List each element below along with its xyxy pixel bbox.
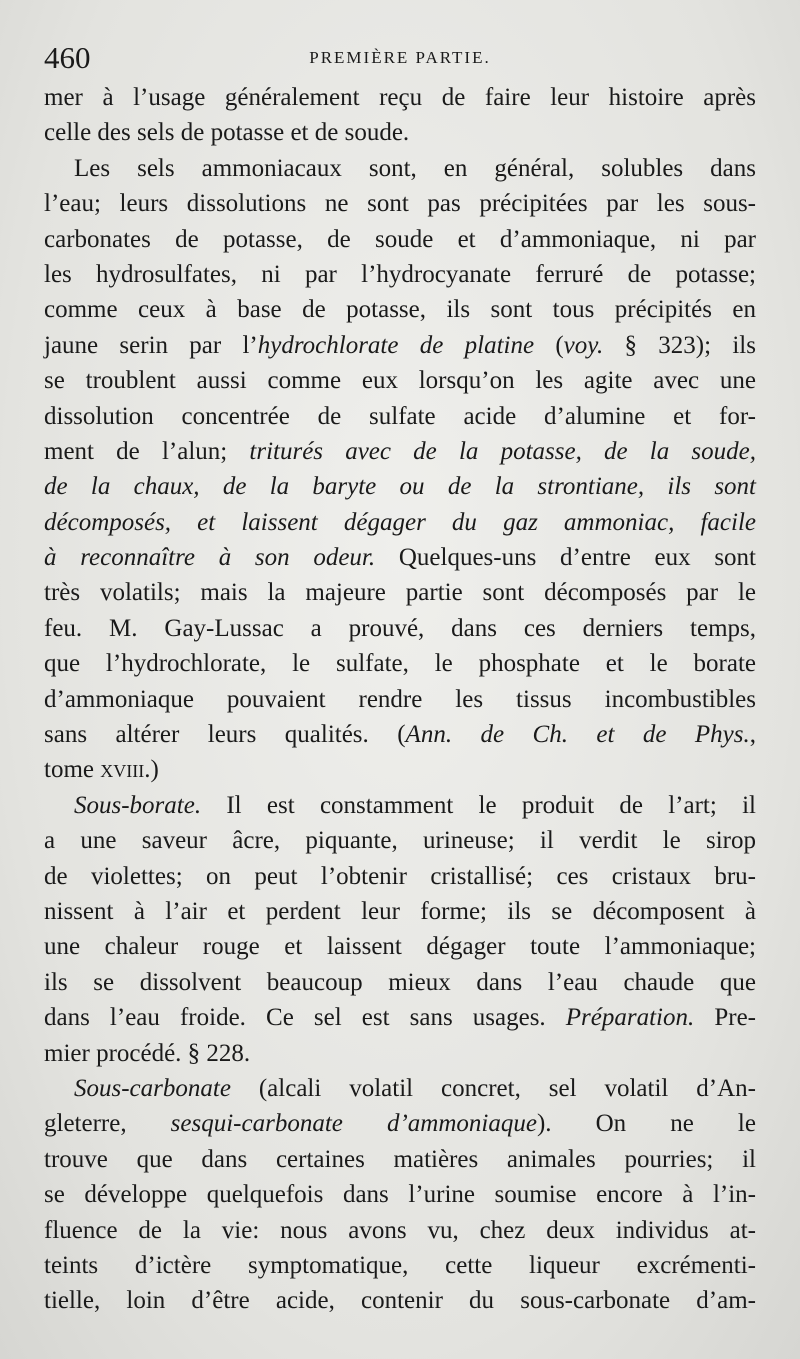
text-line [44,1000,756,1035]
text-line [44,859,756,894]
body-text [44,80,756,1319]
text-line [44,1142,756,1177]
page-header [44,38,756,78]
text-line [44,80,756,115]
text-line [44,682,756,717]
text-run: ment de l’alun; [44,437,250,465]
text-line [44,575,756,610]
text-run: mier procédé. § 228. [44,1039,251,1067]
text-run: nissent à l’air et perdent leur forme; ils se décomposent à [44,897,756,925]
text-line [44,611,756,646]
text-run: Les sels ammoniacaux sont, en général, solubles dans [74,154,756,182]
text-line [44,717,756,752]
italic-text: Préparation. [565,1004,695,1032]
text-line [44,257,756,292]
text-run: feu. M. Gay-Lussac a prouvé, dans ces derniers temps, [44,614,756,642]
text-run: une chaleur rouge et laissent dégager toute l’ammoniaque; [44,933,756,961]
text-line [44,1283,756,1318]
text-run: a une saveur âcre, piquante, urineuse; il verdit le sirop [44,827,756,855]
text-run: Pre- [694,1004,756,1032]
text-line [44,469,756,504]
text-run: , [749,721,756,749]
text-run: ( [534,331,564,359]
text-line [44,929,756,964]
italic-text: Sous-borate. [74,791,202,819]
text-line [44,399,756,434]
text-line [44,1177,756,1212]
text-run: (alcali volatil concret, sel volatil d’An- [230,1074,756,1102]
text-run: mer à l’usage généralement reçu de faire leur histoire après [44,84,756,111]
text-line [44,292,756,327]
text-run: tielle, loin d’être acide, contenir du sous-carbonate d’am- [44,1287,756,1315]
text-run: les hydrosulfates, ni par l’hydrocyanate ferruré de potasse; [44,260,756,288]
text-run: très volatils; mais la majeure partie sont décomposés par le [44,579,756,607]
text-line [44,505,756,540]
italic-text: de la chaux, de la baryte ou de la strontiane, ils sont [44,473,756,501]
text-line [44,1213,756,1248]
text-run: se troublent aussi comme eux lorsqu’on les agite avec une [44,367,756,395]
text-line [44,752,756,787]
text-run: ). On ne le [536,1110,756,1138]
text-run: ils se dissolvent beaucoup mieux dans l’eau chaude que [44,968,756,996]
text-run: dissolution concentrée de sulfate acide d’alumine et for- [44,402,756,430]
text-run: gleterre, [44,1110,171,1138]
text-run: Il est constamment le produit de l’art; il [201,791,756,819]
text-run: dans l’eau froide. Ce sel est sans usages. [44,1004,566,1032]
italic-text: triturés avec de la potasse, de la soude, [249,437,757,465]
text-run: de violettes; on peut l’obtenir cristallisé; ces cristaux bru- [44,862,756,890]
text-run: trouve que dans certaines matières animales pourries; il [44,1145,756,1173]
text-run: teints d’ictère symptomatique, cette liqueur excrémenti- [44,1251,756,1279]
text-run: sans altérer leurs qualités. ( [44,721,406,749]
text-run: xviii [100,756,145,784]
text-line [44,434,756,469]
text-line [44,894,756,929]
text-run: Quelques-uns d’entre eux sont [375,544,756,572]
text-line [44,363,756,398]
italic-text: Sous-carbonate [74,1074,231,1102]
text-run: comme ceux à base de potasse, ils sont tous précipités en [44,296,756,324]
text-line [44,646,756,681]
text-run: fluence de la vie: nous avons vu, chez deux individus at- [44,1216,756,1244]
text-line [44,186,756,221]
page-number: 460 [44,40,91,75]
italic-text: à reconnaître à son odeur. [44,544,376,572]
text-line [44,115,756,150]
text-line [44,222,756,257]
text-line [44,965,756,1000]
italic-text: décomposés, et laissent dégager du gaz ammoniac, facile [44,508,756,536]
text-run: carbonates de potasse, de soude et d’ammoniaque, ni par [44,225,756,253]
text-line [44,328,756,363]
text-run: d’ammoniaque pouvaient rendre les tissus incombustibles [44,685,756,713]
text-line [44,151,756,186]
text-line [44,1106,756,1141]
text-run: que l’hydrochlorate, le sulfate, le phosphate et le borate [44,650,756,678]
text-run: jaune serin par l’ [44,331,258,359]
running-head: PREMIÈRE PARTIE. [309,48,491,67]
text-line [44,823,756,858]
text-line [44,1071,756,1106]
italic-text: sesqui-carbonate d’ammoniaque [170,1110,537,1138]
italic-text: hydrochlorate de platine [257,331,535,359]
text-line [44,1036,756,1071]
italic-text: voy. [563,331,604,359]
text-run: celle des sels de potasse et de soude. [44,119,410,147]
text-run: .) [144,756,159,784]
italic-text: Ann. de Ch. et de Phys. [405,721,750,749]
text-run: § 323); ils [603,331,756,359]
text-line [44,1248,756,1283]
text-run: tome [44,756,101,784]
text-line [44,788,756,823]
text-run: l’eau; leurs dissolutions ne sont pas précipitées par les sous- [44,190,756,218]
text-run: se développe quelquefois dans l’urine soumise encore à l’in- [44,1181,756,1209]
text-line [44,540,756,575]
